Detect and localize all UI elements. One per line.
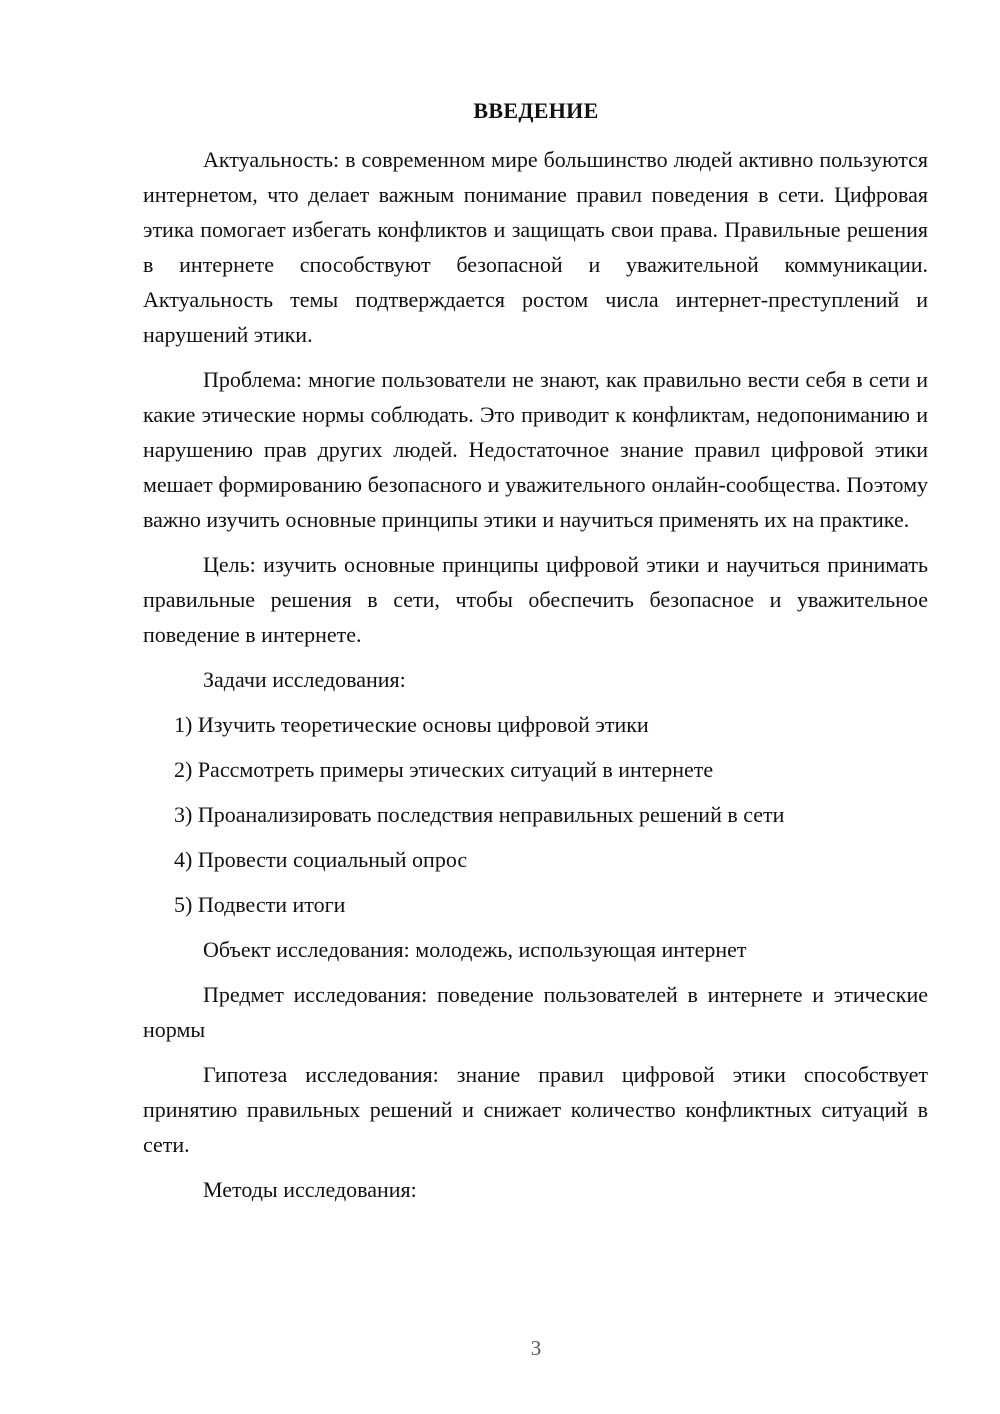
document-body — [143, 142, 928, 1217]
paragraph-object: Объект исследования: молодежь, использующая интернет — [203, 937, 747, 962]
paragraph-problem: Проблема: многие пользователи не знают, как правильно вести себя в сети и какие этические нормы соблюдать. Это приводит к конфликтам, недопониманию и нарушению прав других людей. Недостаточное знание правил цифровой этики мешает формированию безопасного и уважительного онлайн-сообщества. Поэтому важно изучить основные принципы этики и научиться применять их на практике. — [143, 367, 928, 532]
tasks-list — [143, 707, 928, 922]
task-item: 2) Рассмотреть примеры этических ситуаций в интернете — [174, 757, 714, 782]
paragraph-relevance: Актуальность: в современном мире большинство людей активно пользуются интернетом, что делает важным понимание правил поведения в сети. Цифровая этика помогает избегать конфликтов и защищать свои права. Правильные решения в интернете способствуют безопасной и уважительной коммуникации. Актуальность темы подтверждается ростом числа интернет-преступлений и нарушений этики. — [143, 147, 928, 347]
page-title: ВВЕДЕНИЕ — [473, 98, 599, 123]
task-item: 3) Проанализировать последствия неправильных решений в сети — [174, 802, 785, 827]
task-item: 1) Изучить теоретические основы цифровой этики — [174, 712, 649, 737]
methods-heading: Методы исследования: — [203, 1177, 417, 1202]
task-item: 4) Провести социальный опрос — [174, 847, 468, 872]
paragraph-subject: Предмет исследования: поведение пользователей в интернете и этические нормы — [143, 982, 928, 1042]
page-number: 3 — [530, 1336, 542, 1360]
paragraph-hypothesis: Гипотеза исследования: знание правил цифровой этики способствует принятию правильных решений и снижает количество конфликтных ситуаций в сети. — [143, 1062, 928, 1157]
paragraph-goal: Цель: изучить основные принципы цифровой этики и научиться принимать правильные решения в сети, чтобы обеспечить безопасное и уважительное поведение в интернете. — [143, 552, 928, 647]
tasks-heading: Задачи исследования: — [203, 667, 406, 692]
task-item: 5) Подвести итоги — [174, 892, 346, 917]
